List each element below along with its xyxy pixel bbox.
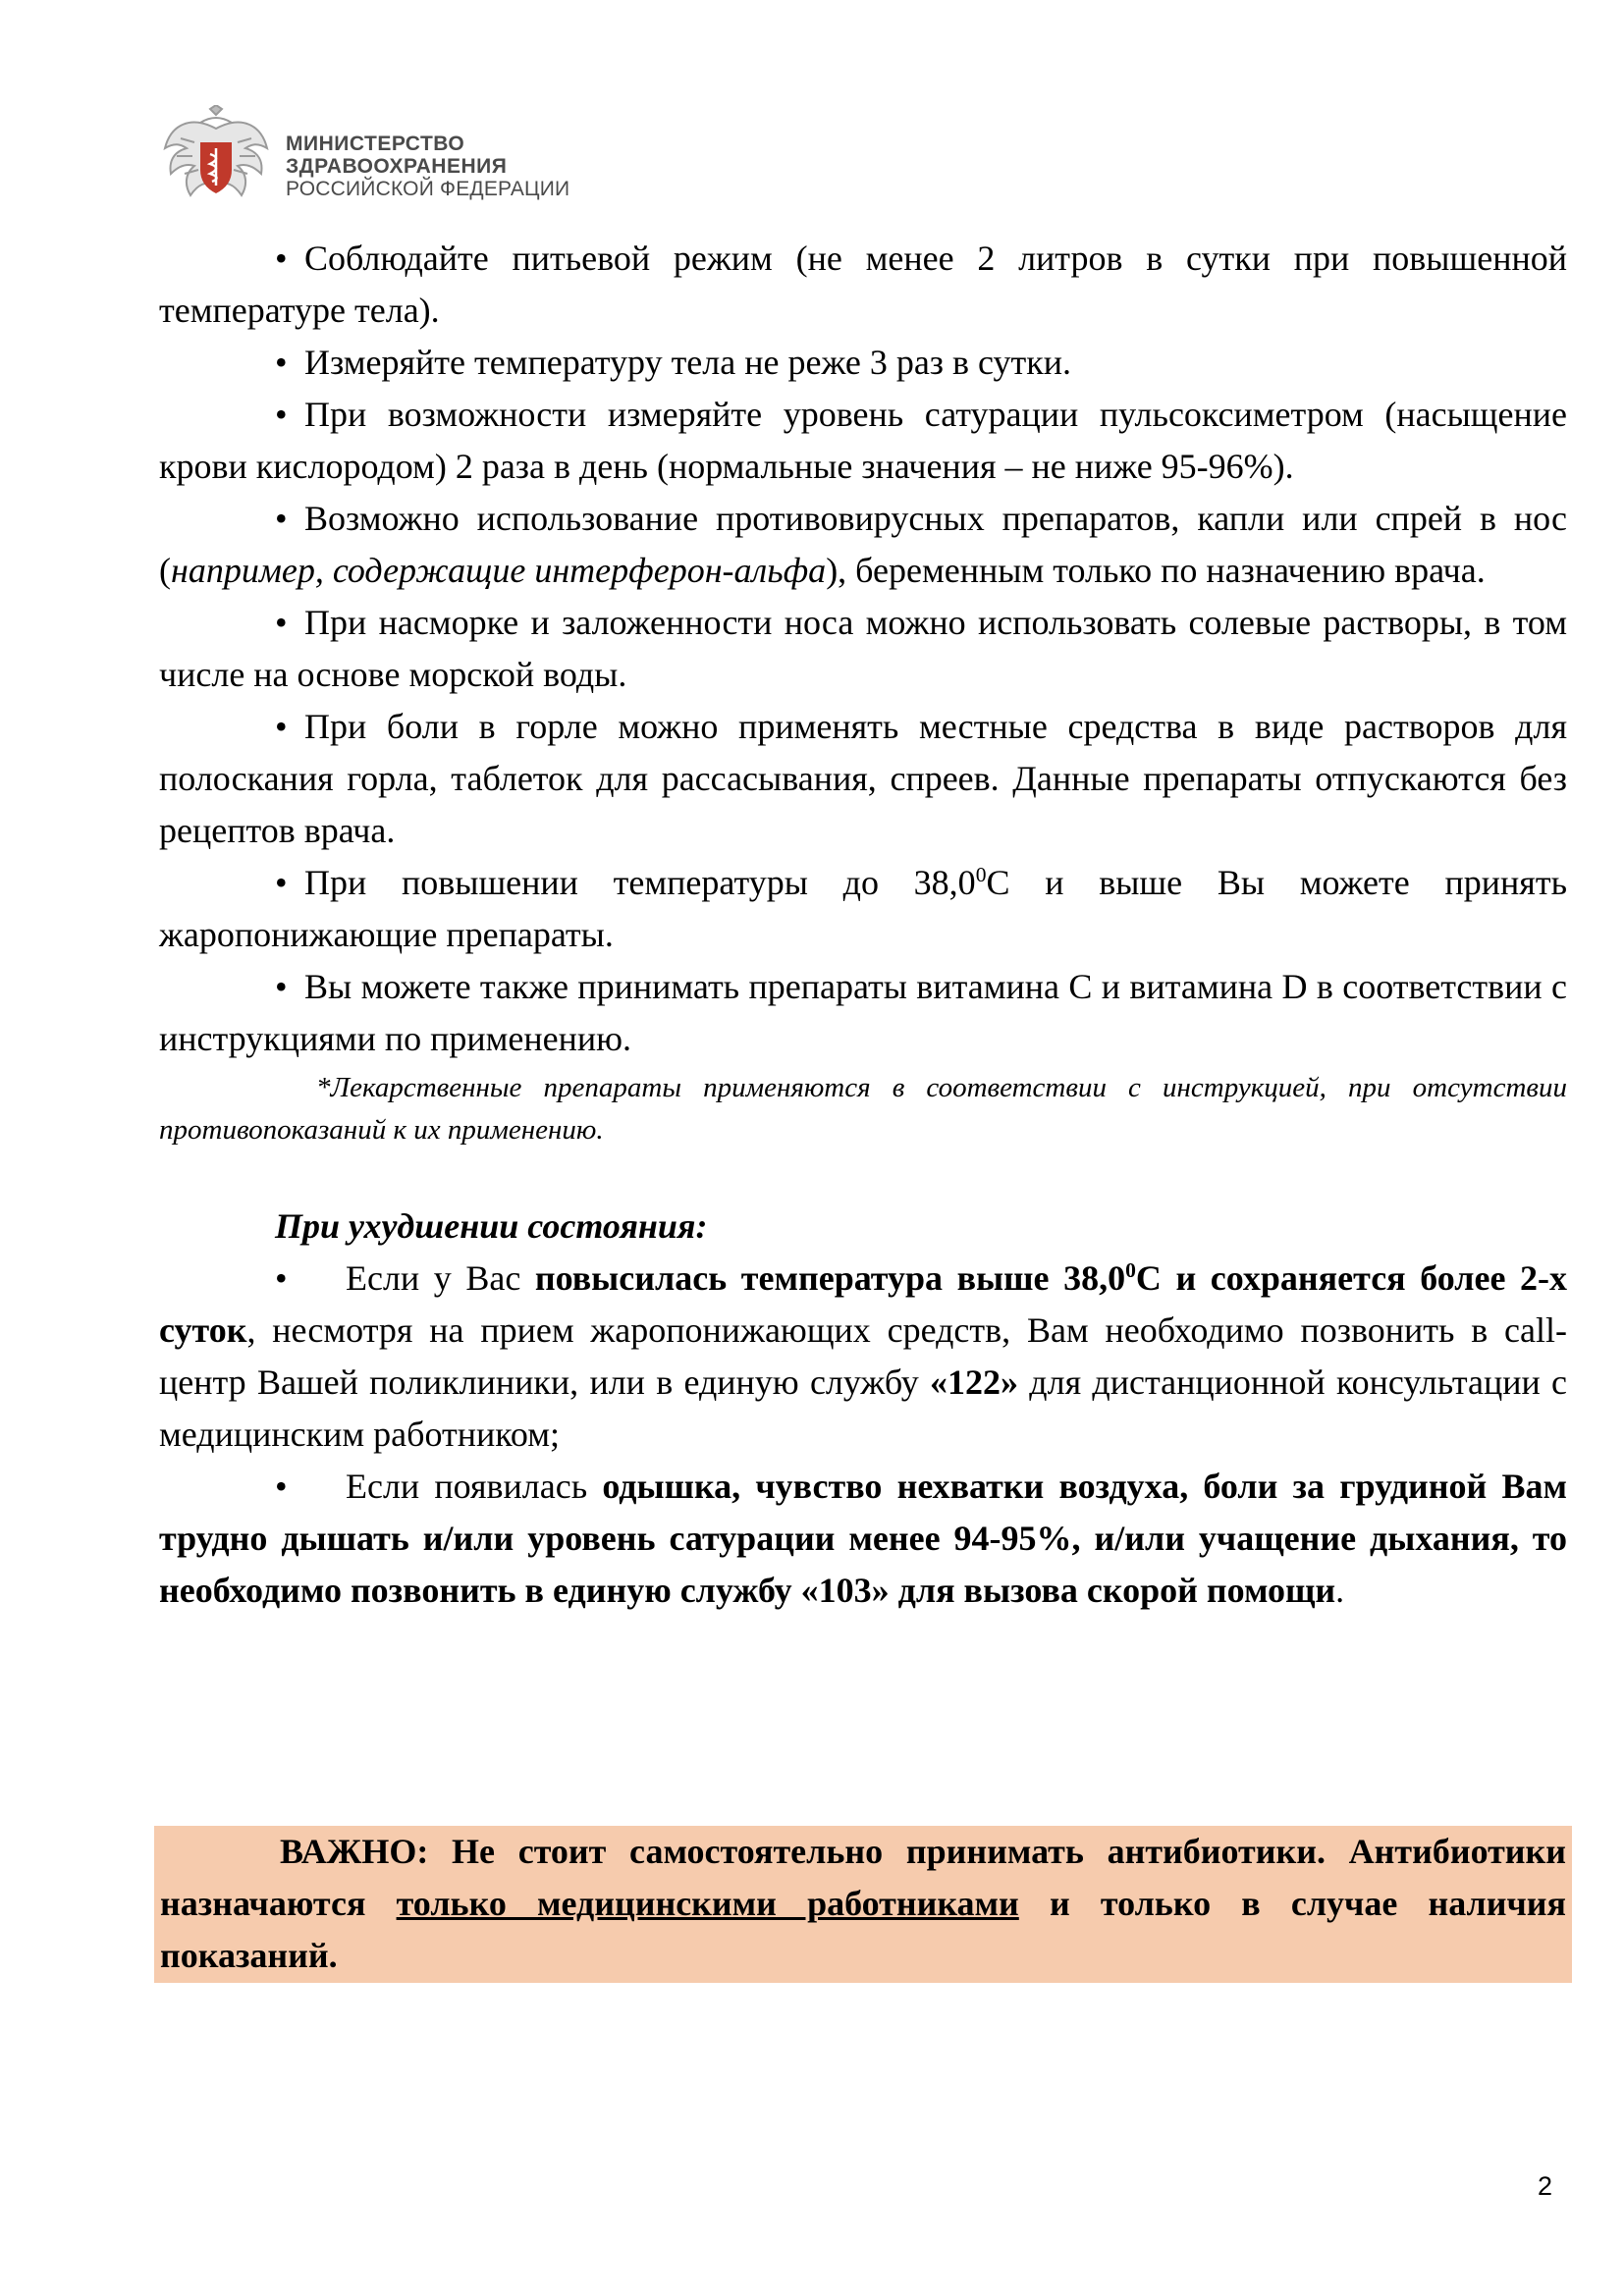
ministry-name-line1: МИНИСТЕРСТВО: [286, 133, 465, 155]
document-body: [159, 233, 1567, 1617]
footnote: *Лекарственные препараты применяются в соответствии с инструкцией, при отсутствии противопоказаний к их применению.: [159, 1072, 1567, 1146]
bullet-icon: •: [275, 1467, 288, 1506]
bullet-icon: •: [275, 967, 288, 1006]
ministry-logo: [161, 105, 613, 203]
bullet-icon: •: [275, 1258, 288, 1298]
bullet-icon: •: [275, 863, 288, 902]
list-item: • Если появилась одышка, чувство нехватки воздуха, боли за грудиной Вам трудно дышать и/или уровень сатурации менее 94-95%, и/или учащение дыхания, то необходимо позвонить в единую службу «103» для вызова скорой помощи.: [159, 1461, 1567, 1617]
list-item: • Вы можете также принимать препараты витамина С и витамина D в соответствии с инструкциями по применению.: [159, 961, 1567, 1065]
important-notice: [154, 1826, 1572, 1983]
ministry-name-line3: РОССИЙСКОЙ ФЕДЕРАЦИИ: [286, 178, 570, 200]
important-text: ВАЖНО: Не стоит самостоятельно принимать антибиотики. Антибиотики назначаются только медицинскими работниками и только в случае наличия показаний.: [160, 1832, 1566, 1975]
list-item: • Если у Вас повысилась температура выше 38,0$^0$С и сохраняется более 2-х суток, несмотря на прием жаропонижающих средств, Вам необходимо позвонить в call-центр Вашей поликлиники, или в единую службу «122» для дистанционной консультации с медицинским работником;: [159, 1253, 1567, 1461]
list-item: • Измеряйте температуру тела не реже 3 раз в сутки.: [159, 337, 1567, 389]
section-heading: При ухудшении состояния:: [275, 1206, 708, 1246]
list-item: • Соблюдайте питьевой режим (не менее 2 литров в сутки при повышенной температуре тела).: [159, 233, 1567, 337]
bullet-icon: •: [275, 343, 288, 382]
ministry-name: [286, 133, 569, 200]
list-item: • Возможно использование противовирусных препаратов, капли или спрей в нос (например, содержащие интерферон-альфа), беременным только по назначению врача.: [159, 493, 1567, 597]
bullet-icon: •: [275, 395, 288, 434]
bullet-icon: •: [275, 239, 288, 278]
list-item: • При насморке и заложенности носа можно использовать солевые растворы, в том числе на основе морской воды.: [159, 597, 1567, 701]
bullet-icon: •: [275, 499, 288, 538]
emblem-icon: [161, 105, 271, 209]
list-item: • При повышении температуры до 38,0$^0$С и выше Вы можете принять жаропонижающие препараты.: [159, 857, 1567, 961]
list-item: • При боли в горле можно применять местные средства в виде растворов для полоскания горла, таблеток для рассасывания, спреев. Данные препараты отпускаются без рецептов врача.: [159, 701, 1567, 857]
ministry-name-line2: ЗДРАВООХРАНЕНИЯ: [286, 155, 508, 178]
bullet-icon: •: [275, 603, 288, 642]
page-number: 2: [1538, 2171, 1553, 2201]
bullet-icon: •: [275, 707, 288, 746]
list-item: • При возможности измеряйте уровень сатурации пульсоксиметром (насыщение крови кислородом) 2 раза в день (нормальные значения – не ниже 95-96%).: [159, 389, 1567, 493]
